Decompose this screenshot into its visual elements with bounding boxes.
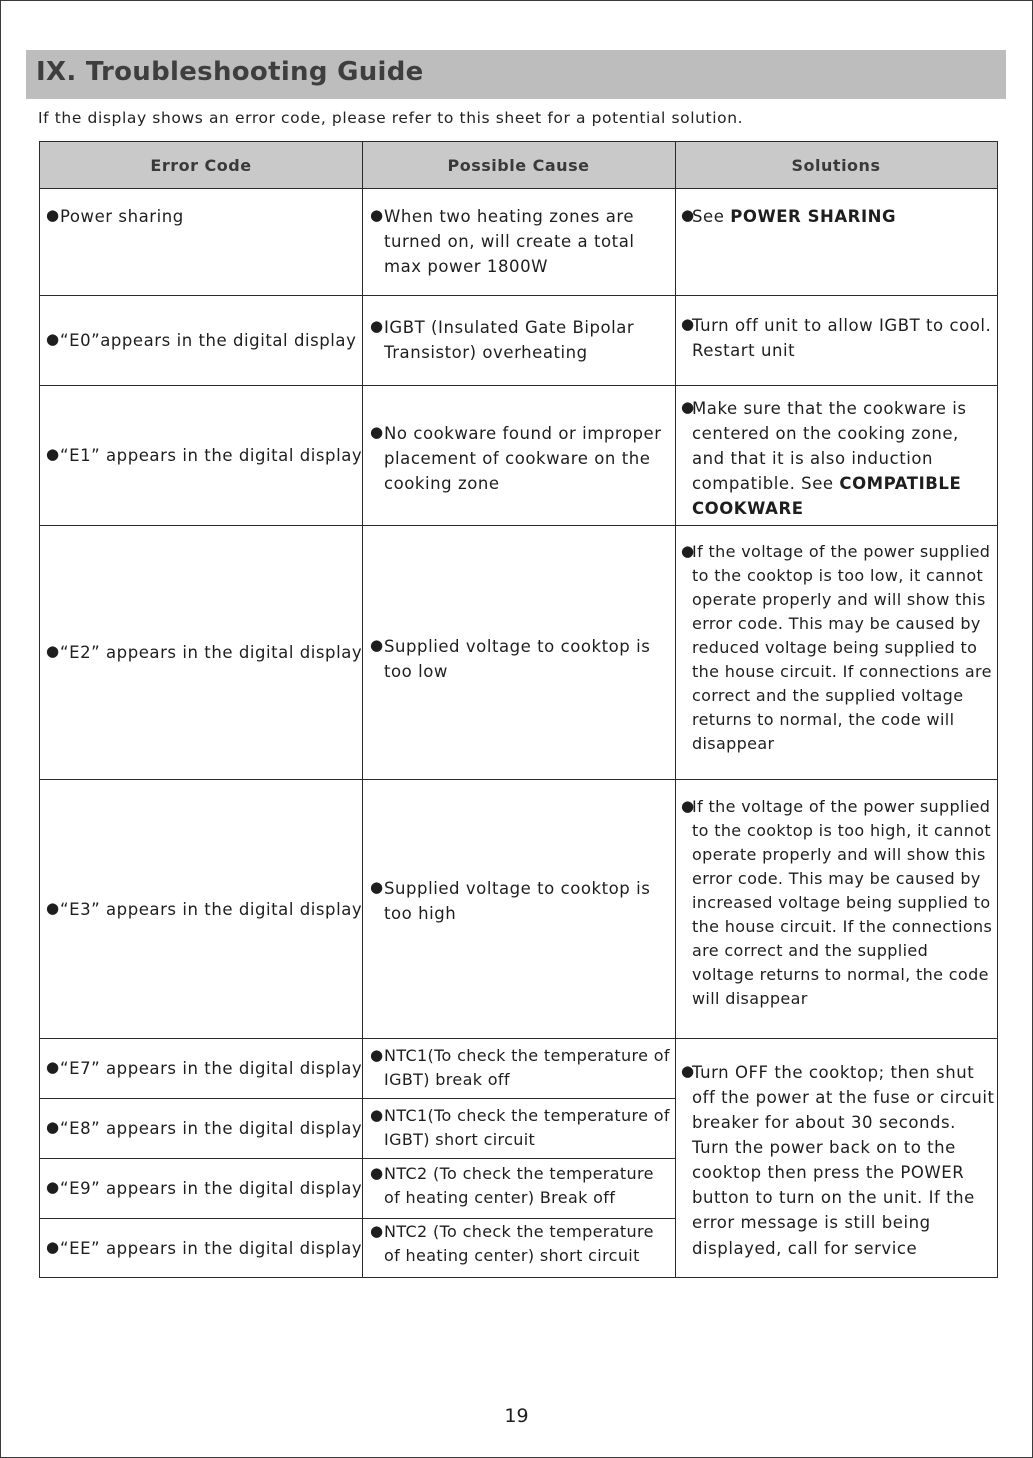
bullet-icon: ● bbox=[46, 330, 60, 349]
row-divider bbox=[40, 1038, 997, 1039]
row-divider bbox=[40, 1218, 676, 1219]
row-divider bbox=[40, 188, 997, 189]
bullet-icon: ● bbox=[681, 797, 695, 815]
table-row-power-sharing-solution: ● See POWER SHARING bbox=[681, 204, 993, 229]
bullet-icon: ● bbox=[370, 423, 384, 441]
bullet-icon: ● bbox=[370, 1164, 384, 1182]
table-row-e9-cause: ● NTC2 (To check the temperature of heating center) Break off bbox=[370, 1162, 674, 1210]
bullet-icon: ● bbox=[370, 636, 384, 654]
bullet-icon: ● bbox=[370, 1222, 384, 1240]
row-divider bbox=[40, 385, 997, 386]
header-error-code: Error Code bbox=[40, 142, 362, 189]
page-number: 19 bbox=[504, 1405, 529, 1427]
table-row-e1-code: ● “E1” appears in the digital display bbox=[46, 387, 360, 525]
table-row-e0-cause: ● IGBT (Insulated Gate Bipolar Transistor) overheating bbox=[370, 315, 670, 365]
table-row-e2-code: ● “E2” appears in the digital display bbox=[46, 527, 360, 779]
table-row-e0-solution: ● Turn off unit to allow IGBT to cool. Restart unit bbox=[681, 313, 993, 363]
table-row-power-sharing-code: ● Power sharing bbox=[46, 204, 358, 229]
bullet-icon: ● bbox=[681, 1062, 695, 1080]
bullet-icon: ● bbox=[46, 445, 60, 464]
bullet-icon: ● bbox=[46, 206, 60, 224]
table-row-ee-code: ● “EE” appears in the digital display bbox=[46, 1220, 362, 1277]
bullet-icon: ● bbox=[370, 317, 384, 335]
bullet-icon: ● bbox=[46, 1118, 60, 1137]
table-row-e1-cause: ● No cookware found or improper placement of cookware on the cooking zone bbox=[370, 421, 673, 496]
bullet-icon: ● bbox=[46, 898, 60, 917]
table-row-e3-cause: ● Supplied voltage to cooktop is too high bbox=[370, 876, 670, 926]
bullet-icon: ● bbox=[370, 1106, 384, 1124]
bullet-icon: ● bbox=[681, 542, 695, 560]
table-row-e9-code: ● “E9” appears in the digital display bbox=[46, 1160, 362, 1218]
bullet-icon: ● bbox=[681, 315, 695, 333]
header-possible-cause: Possible Cause bbox=[362, 142, 675, 189]
bullet-icon: ● bbox=[370, 878, 384, 896]
table-row-e3-solution: ● If the voltage of the power supplied to the cooktop is too high, it cannot operate properly and will show this error code. This may be caused by increased voltage being supplied to the house circuit. If the connections are correct and the supplied voltage returns to normal, the code will disappear bbox=[681, 795, 995, 1011]
troubleshooting-table bbox=[39, 141, 998, 1278]
column-divider bbox=[675, 142, 676, 1277]
bullet-icon: ● bbox=[46, 1058, 60, 1077]
row-divider bbox=[40, 1158, 676, 1159]
bullet-icon: ● bbox=[46, 1237, 60, 1256]
table-row-e2-solution: ● If the voltage of the power supplied to the cooktop is too low, it cannot operate properly and will show this error code. This may be caused by reduced voltage being supplied to the house circuit. If connections are correct and the supplied voltage returns to normal, the code will disappear bbox=[681, 540, 995, 756]
table-row-power-sharing-cause: ● When two heating zones are turned on, will create a total max power 1800W bbox=[370, 204, 670, 279]
table-row-e7-code: ● “E7” appears in the digital display bbox=[46, 1040, 362, 1098]
bullet-icon: ● bbox=[46, 1178, 60, 1197]
table-row-e8-cause: ● NTC1(To check the temperature of IGBT) short circuit bbox=[370, 1104, 674, 1152]
table-row-e8-code: ● “E8” appears in the digital display bbox=[46, 1100, 362, 1158]
header-solutions: Solutions bbox=[675, 142, 997, 189]
row-divider bbox=[40, 779, 997, 780]
table-row-e3-code: ● “E3” appears in the digital display bbox=[46, 781, 360, 1038]
row-divider bbox=[40, 295, 997, 296]
table-row-e2-cause: ● Supplied voltage to cooktop is too low bbox=[370, 634, 670, 684]
section-title: IX. Troubleshooting Guide bbox=[36, 57, 424, 87]
table-row-e7-cause: ● NTC1(To check the temperature of IGBT) break off bbox=[370, 1044, 674, 1092]
table-shared-solution: ● Turn OFF the cooktop; then shut off the power at the fuse or circuit breaker for about 30 seconds. Turn the power back on to the cooktop then press the POWER button to turn on the unit. If the error message is still being displayed, call for service bbox=[681, 1060, 995, 1261]
bullet-icon: ● bbox=[370, 1046, 384, 1064]
bullet-icon: ● bbox=[370, 206, 384, 224]
table-row-e1-solution: ● Make sure that the cookware is centered on the cooking zone, and that it is also induction compatible. See COMPATIBLE COOKWARE bbox=[681, 396, 993, 521]
row-divider bbox=[40, 525, 997, 526]
table-row-ee-cause: ● NTC2 (To check the temperature of heating center) short circuit bbox=[370, 1220, 674, 1268]
row-divider bbox=[40, 1098, 676, 1099]
bullet-icon: ● bbox=[681, 398, 695, 416]
table-row-e0-code: ● “E0”appears in the digital display bbox=[46, 297, 360, 385]
column-divider bbox=[362, 142, 363, 1277]
intro-text: If the display shows an error code, please refer to this sheet for a potential solution. bbox=[38, 109, 744, 127]
bullet-icon: ● bbox=[46, 642, 60, 661]
bullet-icon: ● bbox=[681, 206, 695, 224]
